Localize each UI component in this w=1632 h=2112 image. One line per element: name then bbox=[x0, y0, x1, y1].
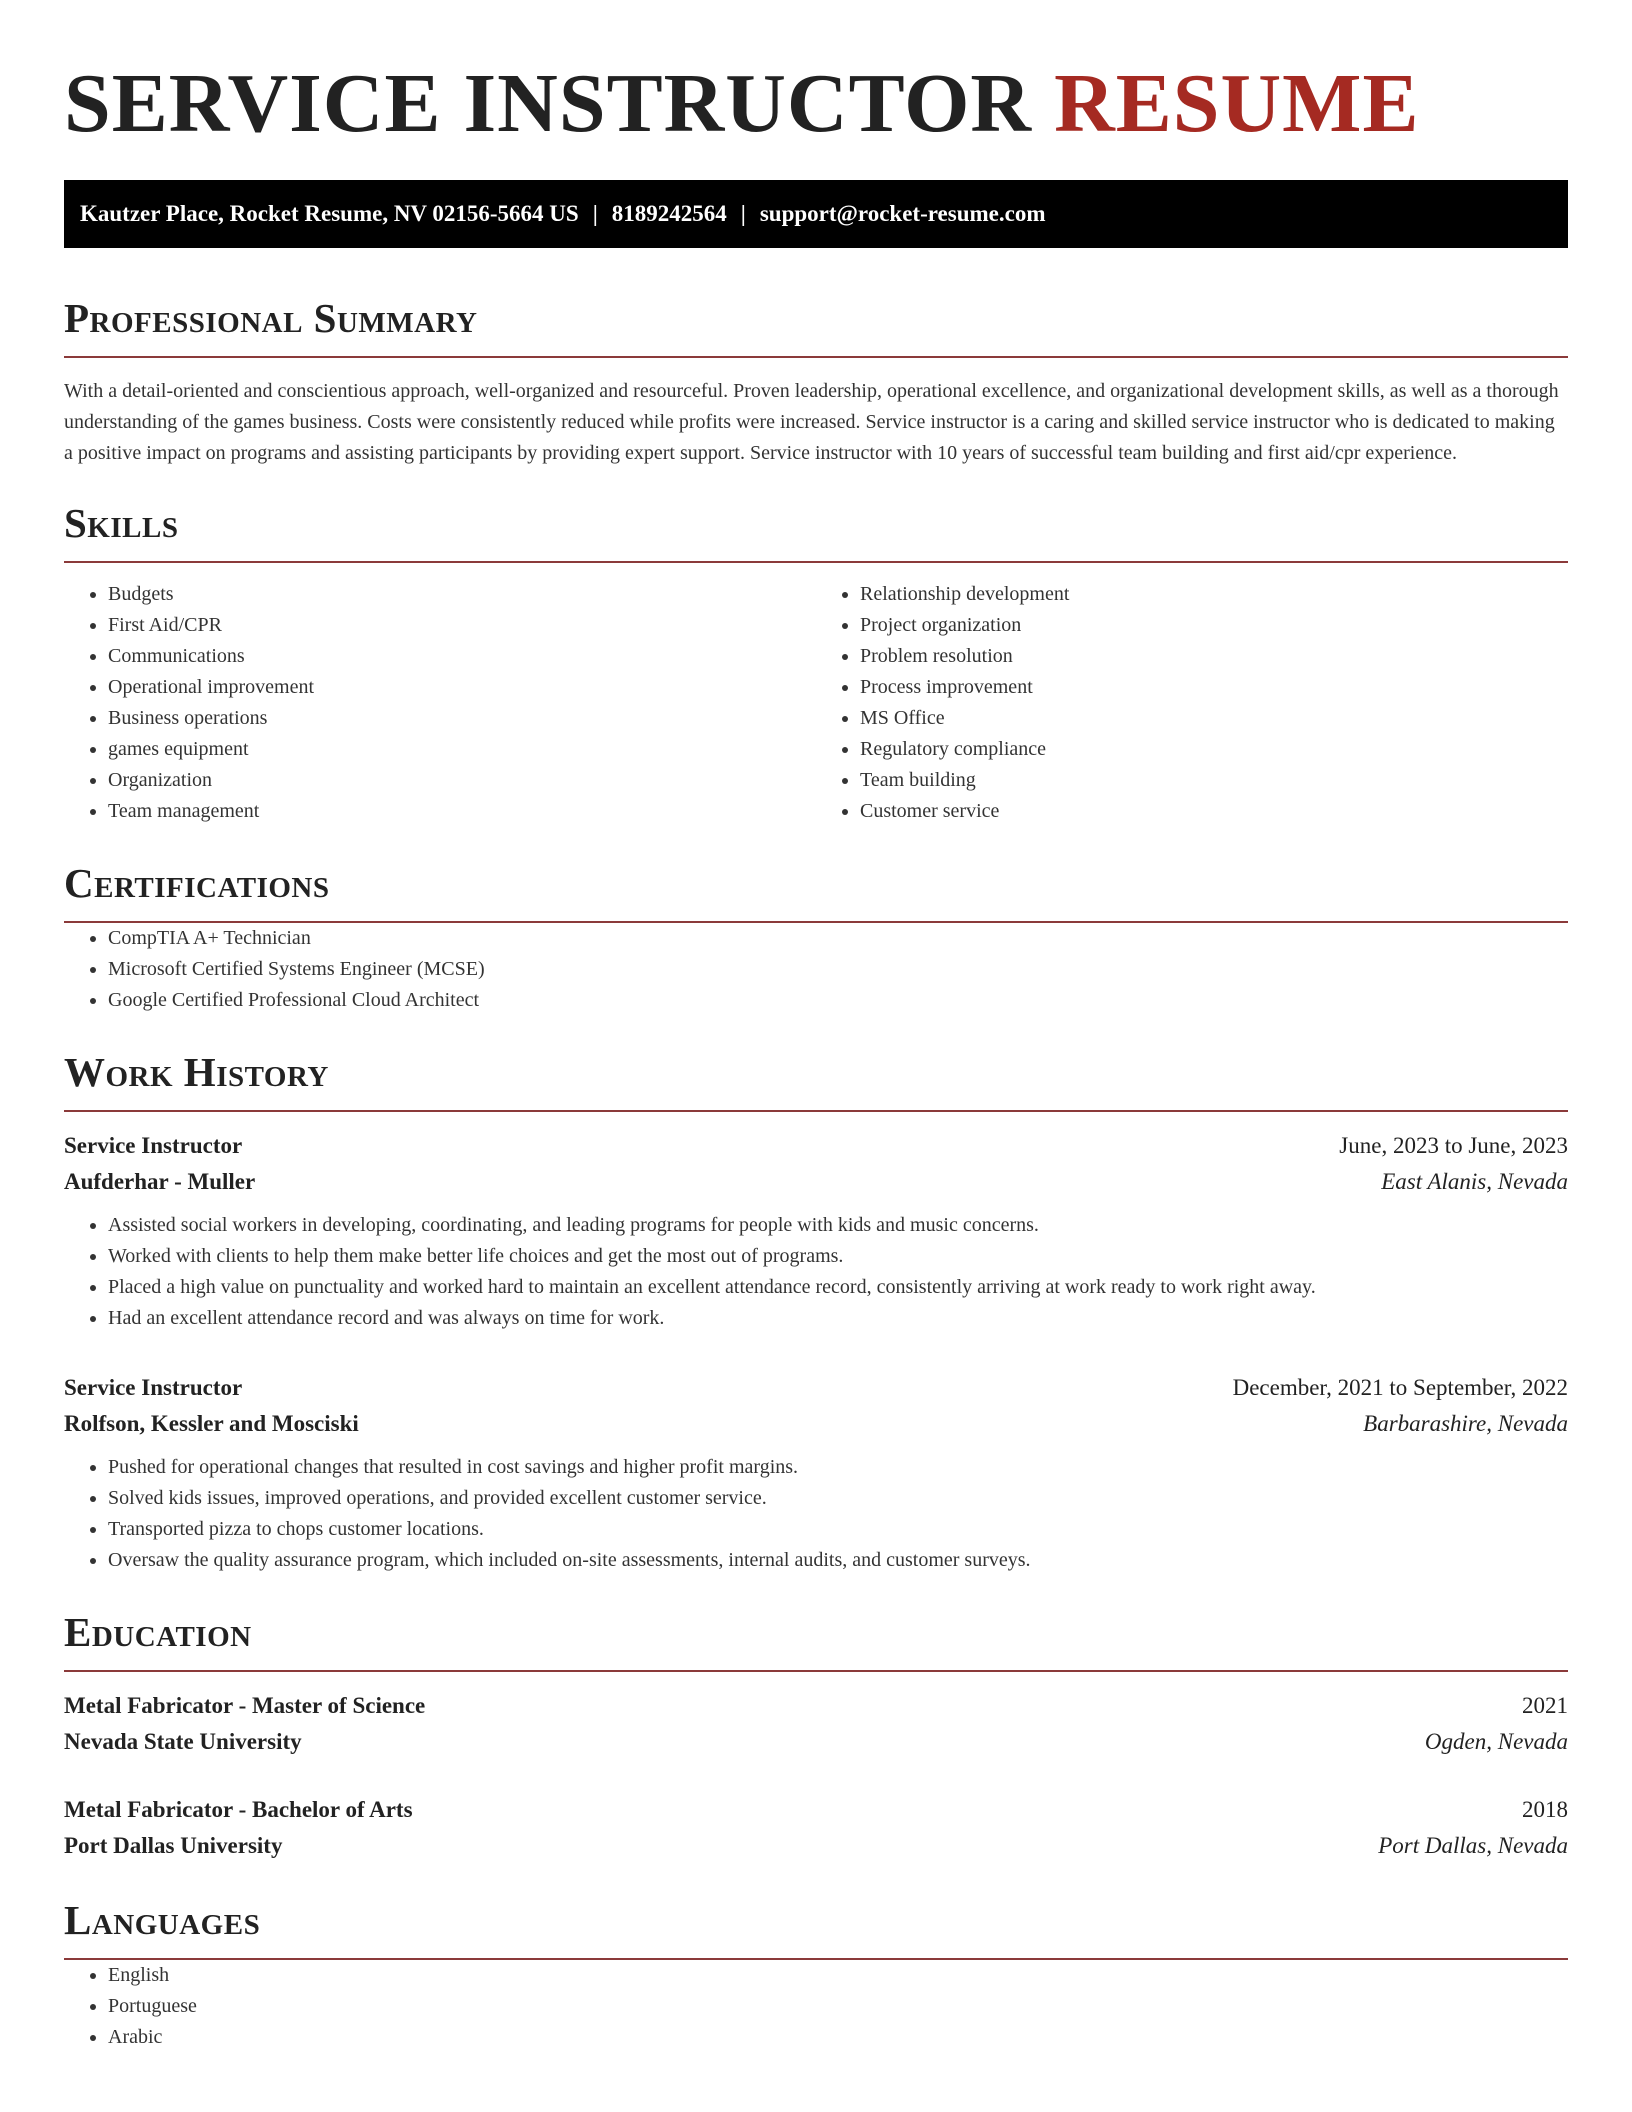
job-bullets bbox=[64, 1210, 1568, 1334]
certifications-list bbox=[64, 923, 1568, 1016]
education-degree: Metal Fabricator - Bachelor of Arts bbox=[64, 1797, 413, 1822]
skill-item: • Team building bbox=[860, 765, 1568, 796]
job-dates: December, 2021 to September, 2022 bbox=[1232, 1375, 1568, 1400]
job-location: Barbarashire, Nevada bbox=[1363, 1411, 1568, 1436]
skill-item: • Process improvement bbox=[860, 672, 1568, 703]
skill-item: • Team management bbox=[108, 796, 816, 827]
skill-item: • Relationship development bbox=[860, 579, 1568, 610]
language-item: • Portuguese bbox=[108, 1991, 1568, 2022]
education-entry bbox=[64, 1792, 1568, 1864]
job-bullets bbox=[64, 1452, 1568, 1576]
job-company: Rolfson, Kessler and Mosciski bbox=[64, 1411, 359, 1436]
contact-email[interactable]: support@rocket-resume.com bbox=[759, 201, 1046, 226]
contact-phone[interactable]: 8189242564 bbox=[611, 201, 727, 226]
education-school: Port Dallas University bbox=[64, 1833, 283, 1858]
languages-list bbox=[64, 1960, 1568, 2053]
section-heading-work-history: Work History bbox=[64, 1046, 1568, 1112]
skill-item: • Customer service bbox=[860, 796, 1568, 827]
job-bullet: • Pushed for operational changes that resulted in cost savings and higher profit margins. bbox=[108, 1452, 1568, 1483]
skill-item: • Budgets bbox=[108, 579, 816, 610]
skills-list-right bbox=[816, 579, 1568, 827]
job-title: Service Instructor bbox=[64, 1133, 243, 1158]
skill-item: • Problem resolution bbox=[860, 641, 1568, 672]
education-school-row bbox=[64, 1828, 1568, 1864]
language-item: • English bbox=[108, 1960, 1568, 1991]
skill-item: • games equipment bbox=[108, 734, 816, 765]
job-bullet: • Oversaw the quality assurance program, which included on-site assessments, internal audits, and customer surveys. bbox=[108, 1545, 1568, 1576]
title-accent: RESUME bbox=[1054, 57, 1420, 150]
job-title-row bbox=[64, 1370, 1568, 1406]
skill-item: • MS Office bbox=[860, 703, 1568, 734]
contact-separator: | bbox=[740, 201, 746, 226]
education-year: 2021 bbox=[1522, 1693, 1568, 1718]
contact-bar bbox=[64, 180, 1568, 248]
title-main: SERVICE INSTRUCTOR bbox=[64, 57, 1033, 150]
skills-column-left bbox=[64, 579, 816, 827]
job-bullet: • Placed a high value on punctuality and worked hard to maintain an excellent attendance record, consistently arriving at work ready to work right away. bbox=[108, 1272, 1568, 1303]
job-entry bbox=[64, 1128, 1568, 1334]
job-location: East Alanis, Nevada bbox=[1381, 1169, 1568, 1194]
education-location: Port Dallas, Nevada bbox=[1378, 1833, 1568, 1858]
certification-item: • CompTIA A+ Technician bbox=[108, 923, 1568, 954]
job-bullet: • Transported pizza to chops customer locations. bbox=[108, 1514, 1568, 1545]
job-company: Aufderhar - Muller bbox=[64, 1169, 256, 1194]
job-bullet: • Had an excellent attendance record and was always on time for work. bbox=[108, 1303, 1568, 1334]
skills-grid bbox=[64, 579, 1568, 827]
section-heading-education: Education bbox=[64, 1606, 1568, 1672]
skill-item: • Business operations bbox=[108, 703, 816, 734]
job-bullet: • Assisted social workers in developing, coordinating, and leading programs for people with kids and music concerns. bbox=[108, 1210, 1568, 1241]
certification-item: • Google Certified Professional Cloud Architect bbox=[108, 985, 1568, 1016]
job-dates: June, 2023 to June, 2023 bbox=[1339, 1133, 1568, 1158]
education-degree: Metal Fabricator - Master of Science bbox=[64, 1693, 426, 1718]
skills-column-right bbox=[816, 579, 1568, 827]
section-heading-languages: Languages bbox=[64, 1894, 1568, 1960]
job-entry bbox=[64, 1370, 1568, 1576]
skill-item: • Regulatory compliance bbox=[860, 734, 1568, 765]
skill-item: • Operational improvement bbox=[108, 672, 816, 703]
skills-list-left bbox=[64, 579, 816, 827]
contact-address: Kautzer Place, Rocket Resume, NV 02156-5664 US bbox=[80, 201, 579, 226]
section-heading-skills: Skills bbox=[64, 497, 1568, 563]
skill-item: • Project organization bbox=[860, 610, 1568, 641]
job-company-row bbox=[64, 1164, 1568, 1200]
education-school: Nevada State University bbox=[64, 1729, 302, 1754]
job-bullet: • Solved kids issues, improved operations, and provided excellent customer service. bbox=[108, 1483, 1568, 1514]
job-bullet: • Worked with clients to help them make better life choices and get the most out of programs. bbox=[108, 1241, 1568, 1272]
job-title-row bbox=[64, 1128, 1568, 1164]
page-title bbox=[64, 0, 1568, 152]
education-entry bbox=[64, 1688, 1568, 1760]
language-item: • Arabic bbox=[108, 2022, 1568, 2053]
certification-item: • Microsoft Certified Systems Engineer (MCSE) bbox=[108, 954, 1568, 985]
skill-item: • Organization bbox=[108, 765, 816, 796]
job-company-row bbox=[64, 1406, 1568, 1442]
education-location: Ogden, Nevada bbox=[1424, 1729, 1568, 1754]
summary-text: With a detail-oriented and conscientious approach, well-organized and resourceful. Proven leadership, operational excellence, and organizational development skills, as well as a thorough understanding of the games business. Costs were consistently reduced while profits were increased. Service instructor is a caring and skilled service instructor who is dedicated to making a positive impact on programs and assisting participants by providing expert support. Service instructor with 10 years of successful team building and first aid/cpr experience. bbox=[64, 380, 1559, 464]
education-year: 2018 bbox=[1522, 1797, 1568, 1822]
education-degree-row bbox=[64, 1688, 1568, 1724]
education-degree-row bbox=[64, 1792, 1568, 1828]
section-heading-summary: Professional Summary bbox=[64, 292, 1568, 358]
skill-item: • Communications bbox=[108, 641, 816, 672]
section-heading-certifications: Certifications bbox=[64, 857, 1568, 923]
contact-separator: | bbox=[592, 201, 598, 226]
education-school-row bbox=[64, 1724, 1568, 1760]
job-title: Service Instructor bbox=[64, 1375, 243, 1400]
skill-item: • First Aid/CPR bbox=[108, 610, 816, 641]
